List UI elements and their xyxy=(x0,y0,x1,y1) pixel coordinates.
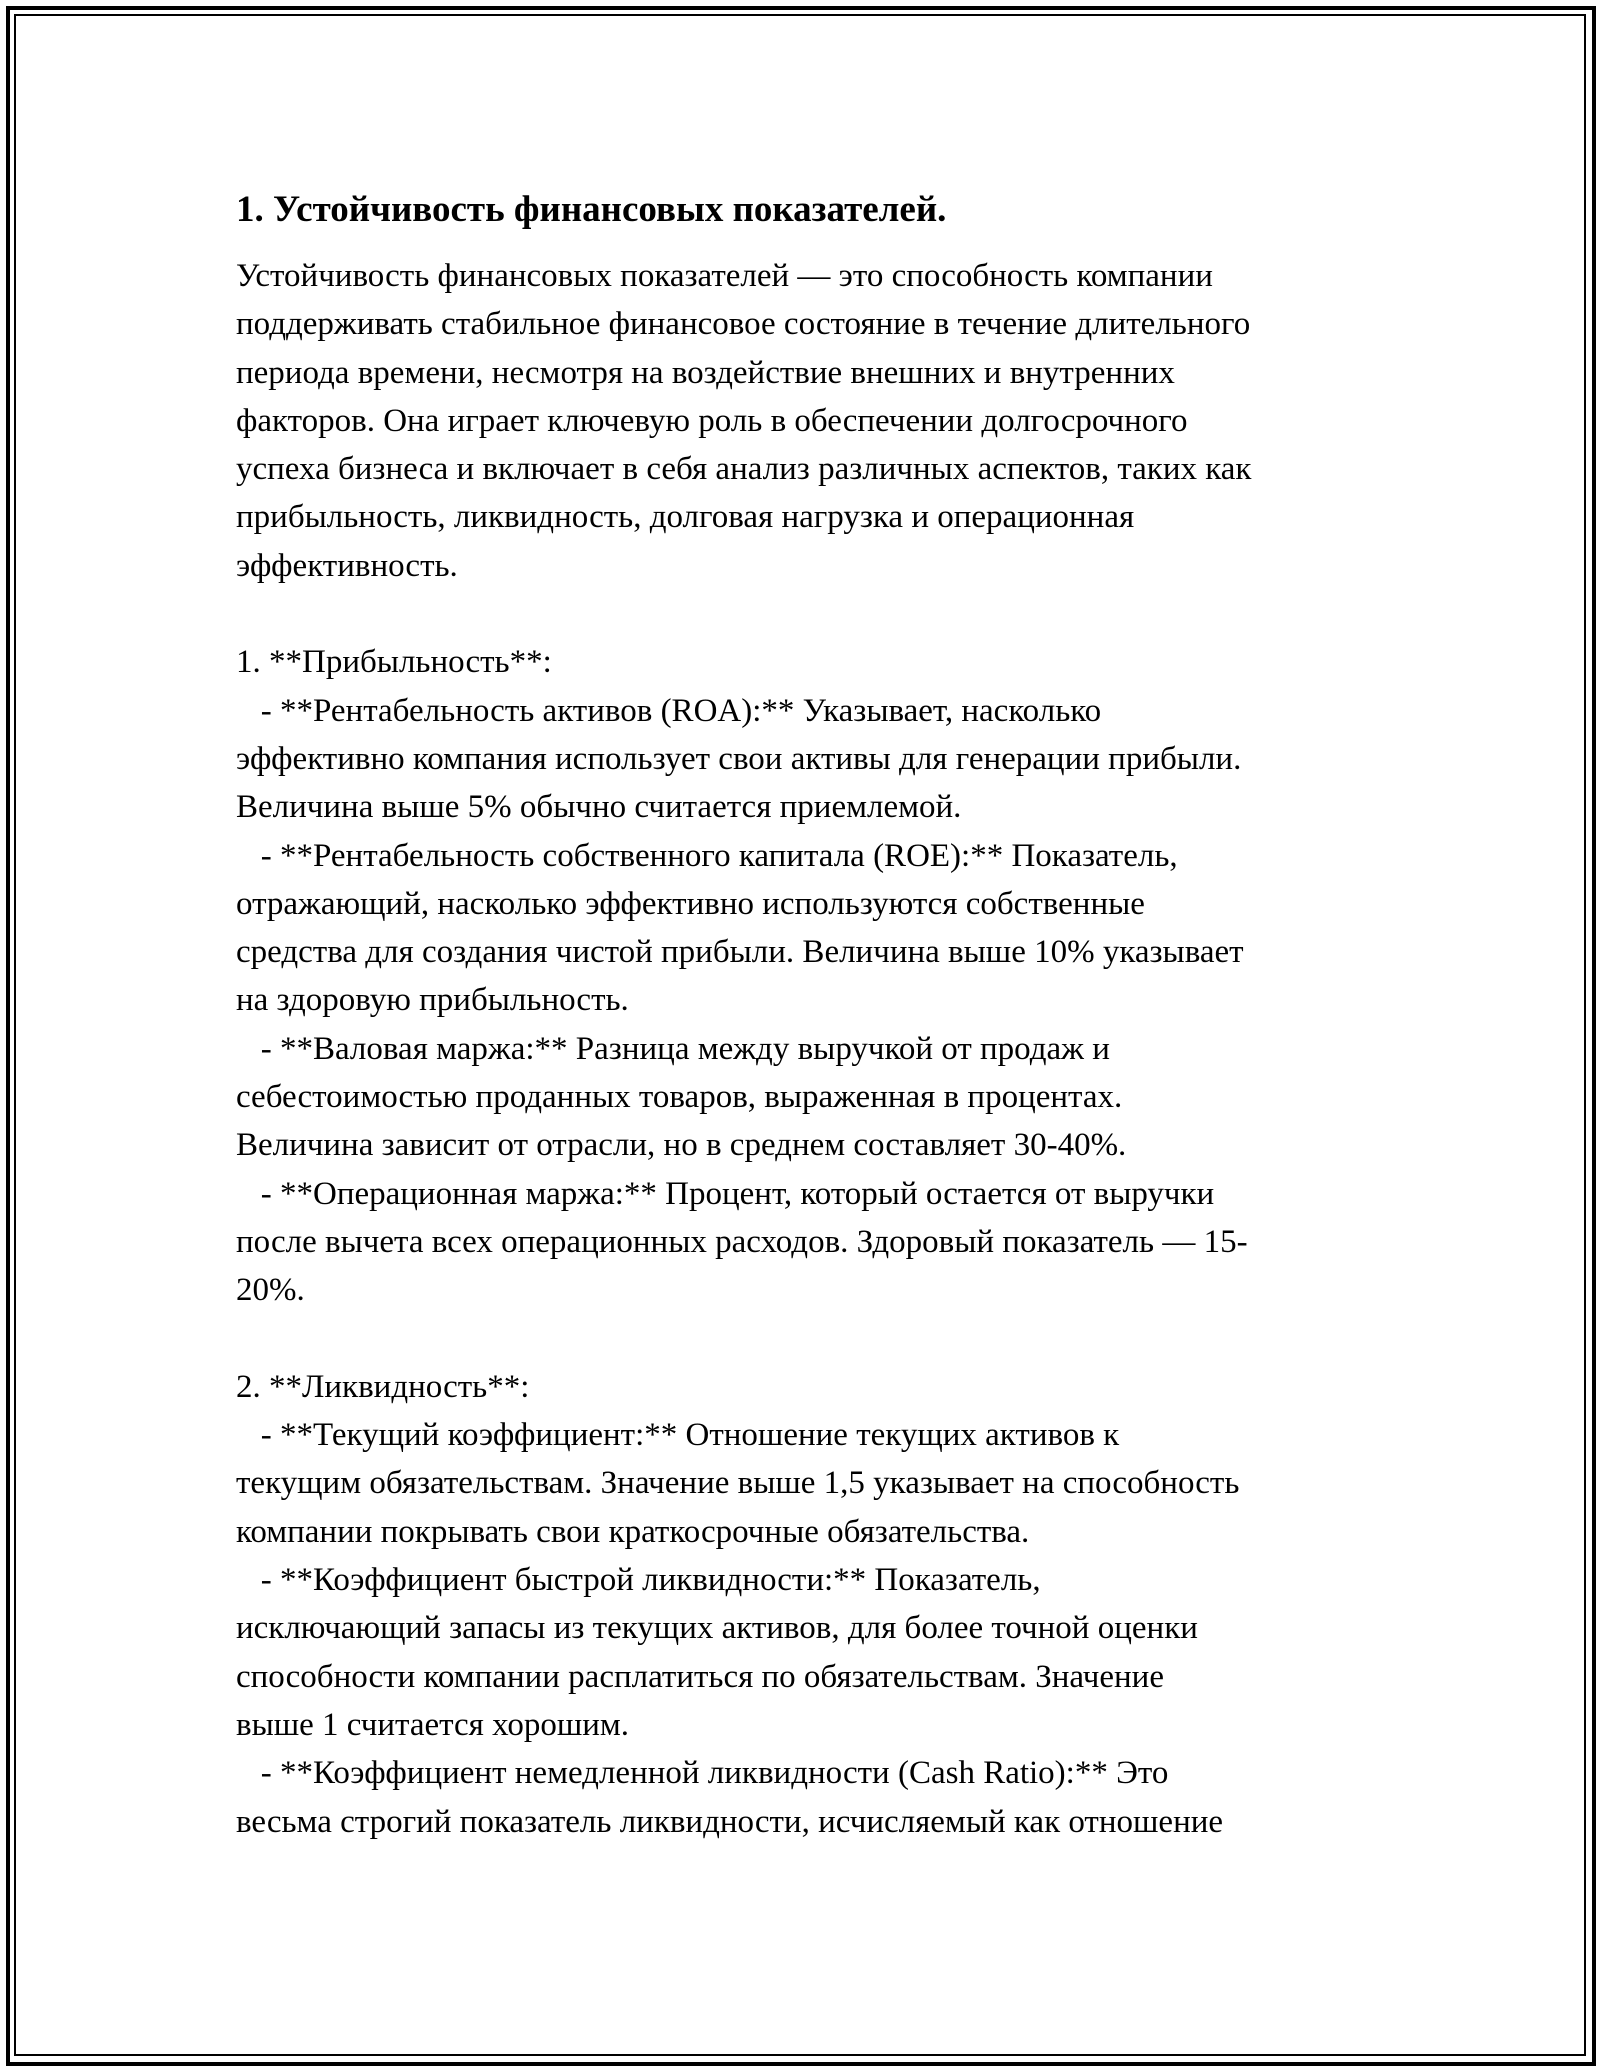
text-line: эффективно компания использует свои активы для генерации прибыли. xyxy=(236,740,1242,777)
text-line: после вычета всех операционных расходов. Здоровый показатель — 15- xyxy=(236,1223,1248,1260)
text-line: периода времени, несмотря на воздействие внешних и внутренних xyxy=(236,354,1175,391)
text-line: на здоровую прибыльность. xyxy=(236,982,629,1019)
text-line: - **Рентабельность активов (ROA):** Указывает, насколько xyxy=(236,692,1102,729)
text-line: факторов. Она играет ключевую роль в обеспечении долгосрочного xyxy=(236,402,1188,439)
text-line: - **Операционная маржа:** Процент, который остается от выручки xyxy=(236,1175,1215,1212)
text-line: отражающий, насколько эффективно используются собственные xyxy=(236,885,1145,922)
text-line: - **Рентабельность собственного капитала (ROE):** Показатель, xyxy=(236,837,1178,874)
document-body xyxy=(236,186,1386,1846)
text-line: успеха бизнеса и включает в себя анализ различных аспектов, таких как xyxy=(236,451,1252,488)
text-line: поддерживать стабильное финансовое состояние в течение длительного xyxy=(236,306,1251,343)
intro-paragraph xyxy=(236,252,1386,590)
profitability-section xyxy=(236,638,1386,1314)
text-line: компании покрывать свои краткосрочные обязательства. xyxy=(236,1513,1030,1550)
text-line: Устойчивость финансовых показателей — это способность компании xyxy=(236,258,1213,294)
text-line: эффективность. xyxy=(236,547,458,584)
text-line: способности компании расплатиться по обязательствам. Значение xyxy=(236,1658,1164,1695)
text-line: - **Коэффициент немедленной ликвидности (Cash Ratio):** Это xyxy=(236,1755,1169,1792)
text-line: Величина зависит от отрасли, но в среднем составляет 30-40%. xyxy=(236,1127,1127,1164)
text-line: выше 1 считается хорошим. xyxy=(236,1706,630,1743)
list-heading: 2. **Ликвидность**: xyxy=(236,1368,530,1405)
text-line: прибыльность, ликвидность, долговая нагрузка и операционная xyxy=(236,499,1135,536)
text-line: Величина выше 5% обычно считается приемлемой. xyxy=(236,789,962,826)
text-line: весьма строгий показатель ликвидности, исчисляемый как отношение xyxy=(236,1803,1224,1840)
text-line: себестоимостью проданных товаров, выраженная в процентах. xyxy=(236,1079,1123,1116)
blank-line xyxy=(236,1315,1386,1363)
liquidity-section xyxy=(236,1363,1386,1846)
list-heading: 1. **Прибыльность**: xyxy=(236,644,552,681)
text-line: исключающий запасы из текущих активов, для более точной оценки xyxy=(236,1610,1198,1647)
blank-line xyxy=(236,590,1386,638)
text-line: текущим обязательствам. Значение выше 1,5 указывает на способность xyxy=(236,1465,1240,1502)
text-line: средства для создания чистой прибыли. Величина выше 10% указывает xyxy=(236,934,1244,971)
text-line: - **Валовая маржа:** Разница между выручкой от продаж и xyxy=(236,1030,1110,1067)
text-line: 20%. xyxy=(236,1272,305,1309)
section-heading: 1. Устойчивость финансовых показателей. xyxy=(236,189,947,230)
text-line: - **Текущий коэффициент:** Отношение текущих активов к xyxy=(236,1417,1120,1454)
text-line: - **Коэффициент быстрой ликвидности:** Показатель, xyxy=(236,1562,1041,1599)
